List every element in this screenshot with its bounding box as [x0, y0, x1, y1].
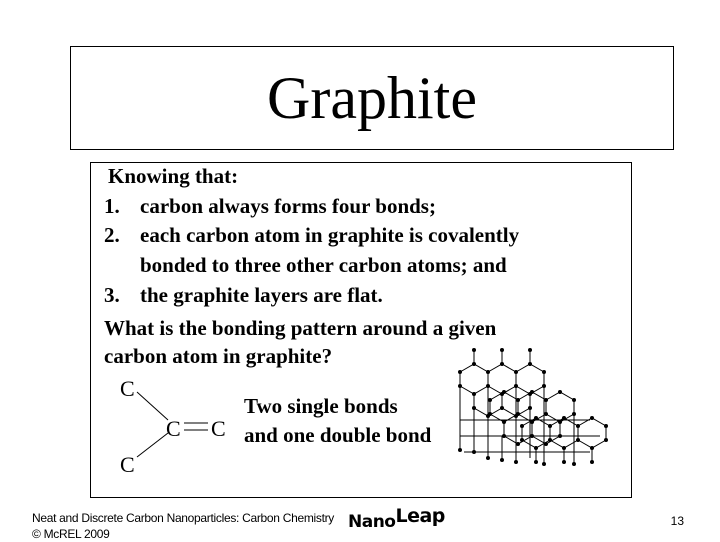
item-3-number: 3.	[104, 283, 120, 307]
footer-course-title: Neat and Discrete Carbon Nanoparticles: Carbon Chemistry	[32, 511, 335, 525]
bond-caption-line-1: Two single bonds	[244, 394, 398, 418]
footer-copyright: © McREL 2009	[32, 527, 110, 541]
question-line-1: What is the bonding pattern around a given	[104, 316, 497, 340]
item-2-text-line-2: bonded to three other carbon atoms; and	[140, 253, 507, 277]
footer-credits	[32, 510, 334, 542]
item-2-text-line-1: each carbon atom in graphite is covalently	[140, 223, 520, 247]
carbon-atom-top: C	[120, 376, 135, 401]
item-3-text: the graphite layers are flat.	[140, 283, 383, 307]
item-1-text: carbon always forms four bonds;	[140, 194, 436, 218]
page-number: 13	[670, 514, 684, 528]
question-line-2: carbon atom in graphite?	[104, 344, 333, 368]
item-1-number: 1.	[104, 194, 120, 218]
single-bond-top	[137, 392, 168, 420]
bond-caption-line-2: and one double bond	[244, 423, 432, 447]
carbon-atom-right: C	[211, 416, 226, 441]
slide-title: Graphite	[267, 65, 477, 131]
nanoleap-logo: NanoLeap	[348, 505, 445, 532]
item-2-number: 2.	[104, 223, 120, 247]
graphite-lattice-image	[440, 340, 620, 470]
carbon-atom-center: C	[166, 416, 181, 441]
carbon-atom-bottom: C	[120, 452, 135, 477]
single-bond-bottom	[137, 433, 168, 457]
intro-text: Knowing that:	[108, 164, 239, 188]
